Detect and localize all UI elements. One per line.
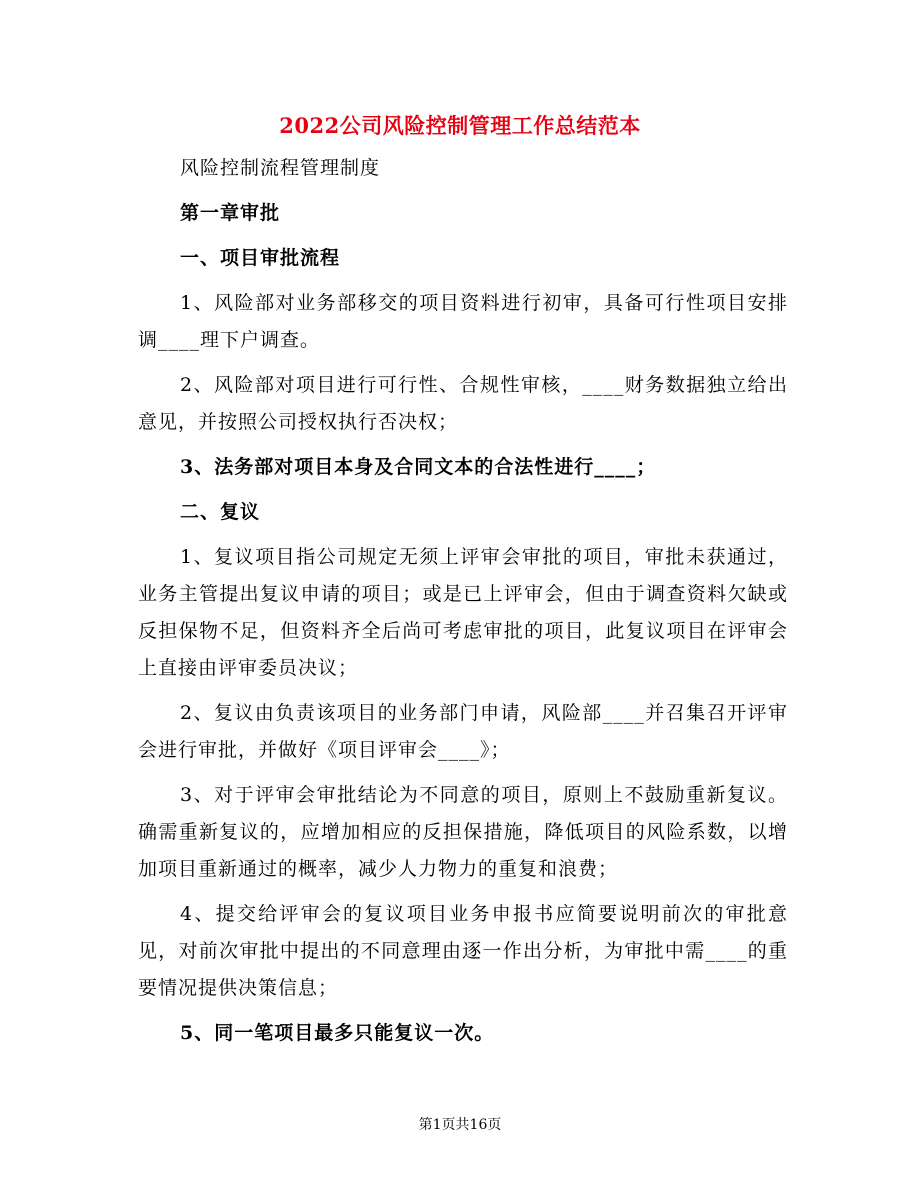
paragraph-item: 1、风险部对业务部移交的项目资料进行初审，具备可行性项目安排调____理下户调查。 [138,292,788,351]
section-heading-approval-process: 一、项目审批流程 [180,247,341,269]
paragraph-item: 2、复议由负责该项目的业务部门申请，风险部____并召集召开评审会进行审批，并做好《项目评审会____》； [138,702,788,761]
document-body [138,150,788,1060]
paragraph-item: 1、复议项目指公司规定无须上评审会审批的项目，审批未获通过，业务主管提出复议申请的项目；或是已上评审会，但由于调查资料欠缺或反担保物不足，但资料齐全后尚可考虑审批的项目，此复议项目在评审会上直接由评审委员决议； [138,546,788,679]
page-number-footer: 第1页共16页 [418,1117,502,1133]
paragraph-subtitle: 风险控制流程管理制度 [180,157,381,179]
paragraph-item: 4、提交给评审会的复议项目业务申报书应简要说明前次的审批意见，对前次审批中提出的不同意理由逐一作出分析，为审批中需____的重要情况提供决策信息； [138,903,788,999]
document-title: 2022公司风险控制管理工作总结范本 [279,113,641,138]
paragraph-item: 5、同一笔项目最多只能复议一次。 [180,1022,495,1044]
paragraph-item: 3、对于评审会审批结论为不同意的项目，原则上不鼓励重新复议。确需重新复议的，应增加相应的反担保措施，降低项目的风险系数，以增加项目重新通过的概率，减少人力物力的重复和浪费； [138,784,788,880]
chapter-heading: 第一章审批 [180,202,281,224]
section-heading-review: 二、复议 [180,501,261,523]
paragraph-item: 3、法务部对项目本身及合同文本的合法性进行____； [180,456,657,478]
paragraph-item: 2、风险部对项目进行可行性、合规性审核，____财务数据独立给出意见，并按照公司授权执行否决权； [138,374,788,433]
